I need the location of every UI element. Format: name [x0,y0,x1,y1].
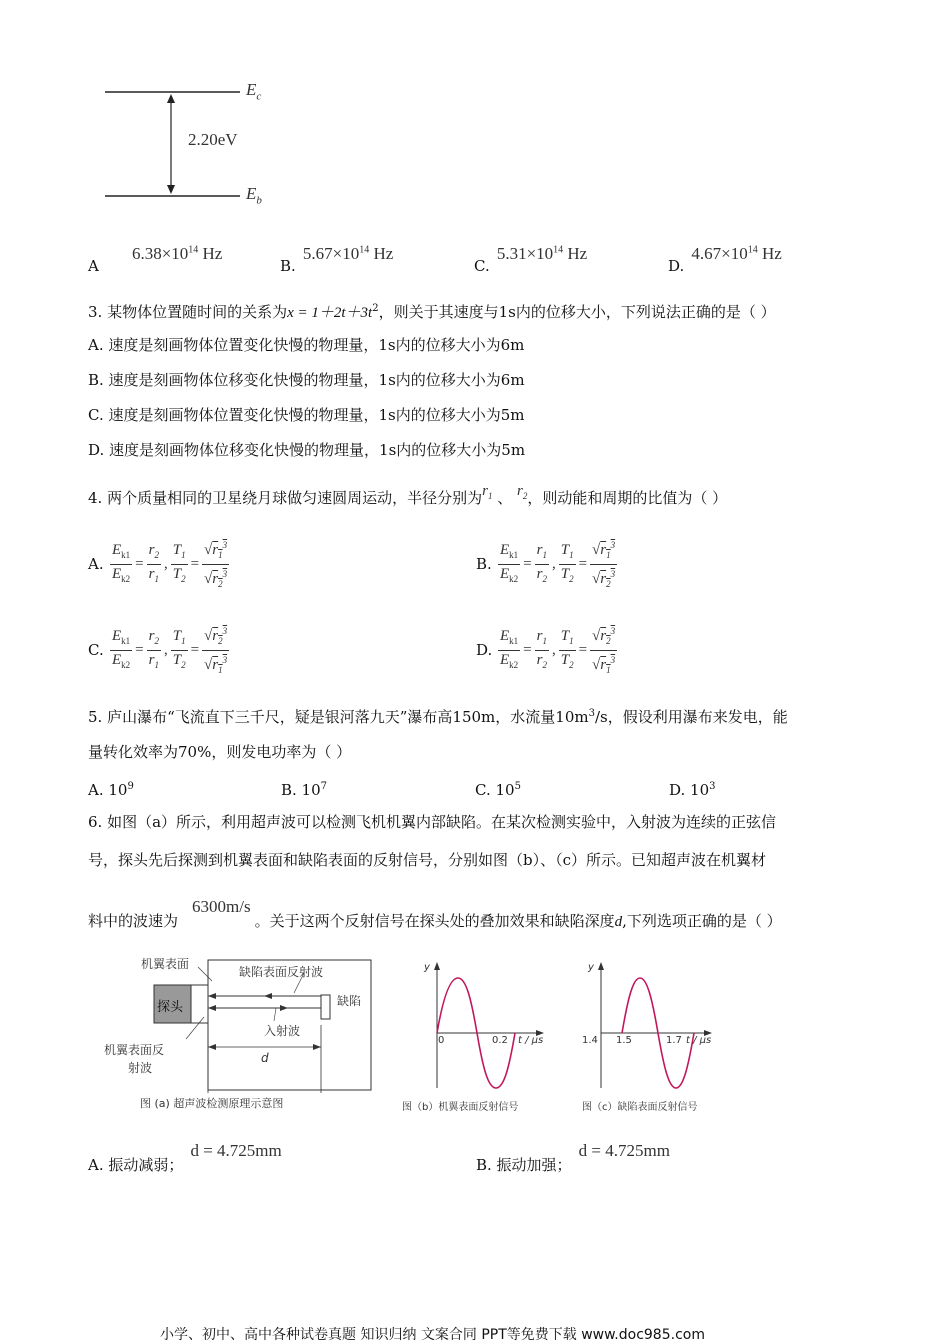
tick-label-1-5: 1.5 [616,1035,632,1046]
x-axis-label: t / μs [518,1035,544,1046]
q4-option-c[interactable] [88,622,228,675]
option-label: A [88,257,99,275]
option-label: C. [88,641,104,659]
lower-level-label: $E_b$ [246,184,262,207]
option-value: $6.38\times 10^{14}$ Hz [131,244,223,263]
figure-a-caption: 图 (a) 超声波检测原理示意图 [140,1097,284,1110]
r1-symbol: $r_1$ [482,483,493,501]
q5-stem-line1: 5. 庐山瀑布“飞流直下三千尺，疑是银河落九天”瀑布高150m，水流量$10m^3/s$，假设利用瀑布来发电，能 [88,708,788,726]
figure-b-svg [400,958,550,1098]
q5-option-b[interactable]: B. $10^7$ [281,781,328,799]
option-label: B. [280,257,296,275]
energy-gap-label: 2.20eV [188,130,238,149]
formula: $\frac{E_{k1}}{E_{k2}}$ = $\frac{r_1}{r_2}$ , $\frac{T_1}{T_2}$ = $\frac{√r_1^3}{√r_2^3}$ [498,536,617,593]
figure-b [400,958,550,1118]
q3-option-b[interactable]: B. 速度是刻画物体位移变化快慢的物理量，1s内的位移大小为6m [88,371,525,389]
q2-option-a[interactable] [88,244,223,275]
tick-label-0: 0 [438,1035,445,1046]
option-value: $5.31\times 10^{14}$ Hz [496,244,588,263]
wing-reflect-label-1: 机翼表面反 [104,1043,165,1057]
tick-label-1-7: 1.7 [666,1035,682,1046]
wing-surface-label: 机翼表面 [141,957,190,971]
formula: $\frac{E_{k1}}{E_{k2}}$ = $\frac{r_2}{r_1}$ , $\frac{T_1}{T_2}$ = $\frac{√r_1^3}{√r_2^3}$ [110,536,229,593]
upper-level-label: $E_c$ [246,80,262,103]
q5-option-d[interactable]: D. $10^3$ [669,781,716,799]
figure-b-caption: 图（b）机翼表面反射信号 [402,1102,519,1113]
incident-wave-label: 入射波 [264,1024,301,1038]
wave-speed: 6300m/s [192,897,251,916]
x-axis-label: t / μs [686,1035,712,1046]
q3-option-a[interactable]: A. 速度是刻画物体位置变化快慢的物理量，1s内的位移大小为6m [88,336,525,354]
y-axis-label: y [424,962,430,973]
figure-c-svg [578,958,728,1098]
q3-option-c[interactable]: C. 速度是刻画物体位置变化快慢的物理量，1s内的位移大小为5m [88,406,525,424]
q3-option-d[interactable]: D. 速度是刻画物体位移变化快慢的物理量，1s内的位移大小为5m [88,441,526,459]
energy-level-diagram [100,78,280,213]
depth-label: d [261,1051,269,1065]
option-label: A. 振动减弱； [88,1156,184,1174]
formula: $\frac{E_{k1}}{E_{k2}}$ = $\frac{r_1}{r_2}$ , $\frac{T_1}{T_2}$ = $\frac{√r_2^3}{√r_1^3}$ [498,622,617,679]
defect-label: 缺陷 [337,994,362,1008]
q4-option-a[interactable] [88,536,228,589]
figure-a [104,955,384,1115]
option-value: d = 4.725mm [578,1141,670,1160]
option-value: $4.67\times 10^{14}$ Hz [691,244,782,263]
figure-c [578,958,728,1118]
q4-option-b[interactable] [476,536,616,589]
q6-stem-line2: 号，探头先后探测到机翼表面和缺陷表面的反射信号，分别如图（b）、（c）所示。已知超声波在机翼材 [88,851,767,869]
option-value: d = 4.725mm [190,1141,282,1160]
option-label: D. [668,257,685,275]
option-label: C. [474,257,490,275]
q4-stem: 4. 两个质量相同的卫星绕月球做匀速圆周运动，半径分别为$r_1$ 、 $r_2$，则动能和周期的比值为（ ） [88,483,728,507]
q6-option-b[interactable] [476,1140,670,1174]
figure-c-caption: 图（c）缺陷表面反射信号 [582,1102,698,1113]
y-axis-label: y [588,962,594,973]
tick-label-1-4: 1.4 [582,1035,598,1046]
tick-label-0-2: 0.2 [492,1035,508,1046]
page-footer: 小学、初中、高中各种试卷真题 知识归纳 文案合同 PPT等免费下载 www.doc985.com [160,1327,705,1343]
formula: $\frac{E_{k1}}{E_{k2}}$ = $\frac{r_2}{r_1}$ , $\frac{T_1}{T_2}$ = $\frac{√r_2^3}{√r_1^3}$ [110,622,229,679]
defect-reflect-label: 缺陷表面反射波 [239,965,324,979]
q2-option-d[interactable] [668,244,782,275]
q2-option-c[interactable] [474,244,588,275]
option-label: A. [88,555,104,573]
q6-stem-line1: 6. 如图（a）所示，利用超声波可以检测飞机机翼内部缺陷。在某次检测实验中，入射波为连续的正弦信 [88,813,777,831]
option-label: D. [476,641,493,659]
probe-label: 探头 [157,1000,184,1015]
option-label: B. 振动加强； [476,1156,572,1174]
q5-stem-line2: 量转化效率为70%，则发电功率为（ ） [88,743,352,761]
q5-option-a[interactable]: A. $10^9$ [88,781,134,799]
q4-option-d[interactable] [476,622,616,675]
r2-symbol: $r_2$ [517,483,528,501]
q5-option-c[interactable]: C. $10^5$ [475,781,521,799]
wing-reflect-label-2: 射波 [128,1061,153,1075]
q6-stem-line3: 料中的波速为6300m/s。关于这两个反射信号在探头处的叠加效果和缺陷深度d,下列选项正确的是（ ） [88,897,782,930]
option-value: $5.67\times 10^{14}$ Hz [302,244,394,263]
option-label: B. [476,555,492,573]
q6-option-a[interactable] [88,1140,282,1174]
q3-stem: 3. 某物体位置随时间的关系为$x = 1+2t+3t^2$，则关于其速度与1s内的位移大小，下列说法正确的是（ ） [88,303,776,321]
q2-option-b[interactable] [280,244,394,275]
